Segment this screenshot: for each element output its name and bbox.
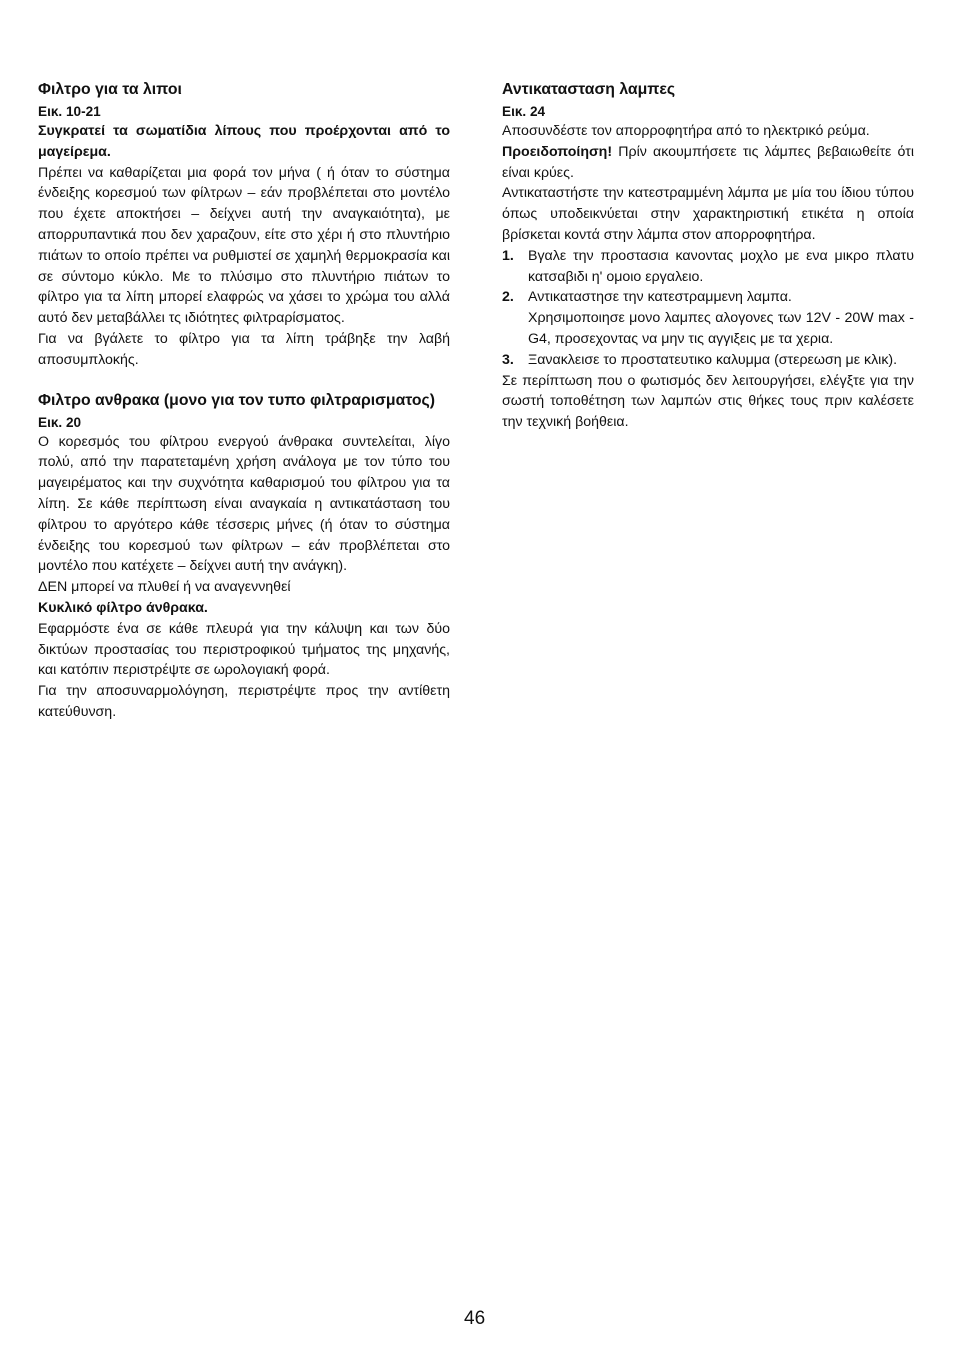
section-title-lamp-replacement: Αντικατασταση λαμπες bbox=[502, 81, 676, 98]
section-title-grease-filter: Φιλτρο για τα λιποι bbox=[38, 81, 182, 98]
spacer bbox=[38, 371, 450, 389]
list-item bbox=[502, 350, 914, 371]
paragraph: Για να βγάλετε το φίλτρο για τα λίπη τράβηξε την λαβή αποσυμπλοκής. bbox=[38, 330, 450, 368]
subheading: Κυκλικό φίλτρο άνθρακα. bbox=[38, 599, 208, 616]
step-text: Ξανακλεισε το προστατευτικο καλυμμα (στερεωση με κλικ). bbox=[528, 351, 898, 368]
step-text: Αντικαταστησε την κατεστραμμενη λαμπα. bbox=[528, 289, 792, 306]
warning-paragraph bbox=[502, 142, 914, 184]
steps-list bbox=[502, 246, 914, 371]
paragraph: Αντικαταστήστε την κατεστραμμένη λάμπα με μία του ίδιου τύπου όπως υποδεικνύεται στην χαρακτηριστική ετικέτα η οποία βρίσκεται κοντά στην λάμπα στον απορροφητήρα. bbox=[502, 185, 914, 243]
step-number: 1. bbox=[502, 247, 514, 264]
paragraph: Αποσυνδέστε τον απορροφητήρα από το ηλεκτρικό ρεύμα. bbox=[502, 123, 870, 139]
step-text: Χρησιμοποιησε μονο λαμπες αλογονες των 12V - 20W max - G4, προσεχοντας να μην τις αγγιξεις με τα χερια. bbox=[528, 310, 914, 347]
paragraph: ΔΕΝ μπορεί να πλυθεί ή να αναγεννηθεί bbox=[38, 579, 291, 596]
step-number: 2. bbox=[502, 289, 514, 306]
paragraph: Για την αποσυναρμολόγηση, περιστρέψτε προς την αντίθετη κατεύθυνση. bbox=[38, 683, 450, 720]
figure-reference: Εικ. 20 bbox=[38, 414, 82, 430]
figure-reference: Εικ. 10-21 bbox=[38, 104, 101, 119]
warning-label: Προειδοποίηση! bbox=[502, 143, 613, 160]
step-text: Βγαλε την προστασια κανοντας μοχλο με ενα μικρο πλατυ κατσαβιδι η' ομοιο εργαλειο. bbox=[528, 247, 914, 285]
list-item bbox=[502, 246, 914, 288]
section-title-carbon-filter: Φιλτρο ανθρακα (μονο για τον τυπο φιλτραρισματος) bbox=[38, 391, 436, 409]
figure-reference: Εικ. 24 bbox=[502, 104, 546, 119]
page-number: 46 bbox=[464, 1308, 486, 1329]
right-column bbox=[502, 78, 914, 433]
left-column bbox=[38, 78, 450, 723]
paragraph: Σε περίπτωση που ο φωτισμός δεν λειτουργήσει, ελέγξτε για την σωστή τοποθέτηση των λαμπών στις θήκες τους πριν καλέσετε την τεχνική βοήθεια. bbox=[502, 372, 914, 431]
section-lead: Συγκρατεί τα σωματίδια λίπους που προέρχονται από το μαγείρεμα. bbox=[38, 123, 450, 160]
warning-text: Πρίν ακουμπήσετε τις λάμπες βεβαιωθείτε ότι είναι κρύες. bbox=[502, 143, 914, 181]
list-item bbox=[502, 287, 914, 349]
paragraph: Εφαρμόστε ένα σε κάθε πλευρά για την κάλυψη και των δύο δικτύων προστασίας του περιστροφικού τμήματος της μηχανής, και κατόπιν περιστρέψτε σε ωρολογιακή φορά. bbox=[38, 620, 450, 679]
paragraph: Πρέπει να καθαρίζεται μια φορά τον μήνα ( ή όταν το σύστημα ένδειξης κορεσμού των φίλτρων – εάν προβλέπεται στο μοντέλο που έχετε αποκτήσει – δείχνει αυτή την αναγκαιότητα), με απορρυπαντικά που δεν χαραζουν, είτε στο χέρι ή στο πλυντήριο πιάτων το οποίο πρέπει να ρυθμιστεί σε χαμηλή θερμοκρασία και σε σύντομο κύκλο. Με το πλύσιμο στο πλυντήριο πιάτων το φίλτρο για τα λίπη μπορεί ελαφρώς να χάσει το χρώμα του αλλά αυτό δεν μεταβάλλει τς ιδιότητες φιλτραρίσματος. bbox=[38, 164, 450, 327]
step-number: 3. bbox=[502, 351, 514, 368]
paragraph: Ο κορεσμός του φίλτρου ενεργού άνθρακα συντελείται, λίγο πολύ, από την παρατεταμένη χρήση ανάλογα με τον τύπο του μαγειρέματος και την συχνότητα καθαρισμού του φίλτρου για τα λίπη. Σε κάθε περίπτωση είναι αναγκαία η αντικατάσταση του φίλτρου το αργότερο κάθε τέσσερις μήνες (ή όταν το σύστημα ένδειξης του κορεσμού των φίλτρων – εάν προβλέπεται στο μοντέλο που κατέχετε – δείχνει αυτή την ανάγκη). bbox=[38, 433, 450, 575]
